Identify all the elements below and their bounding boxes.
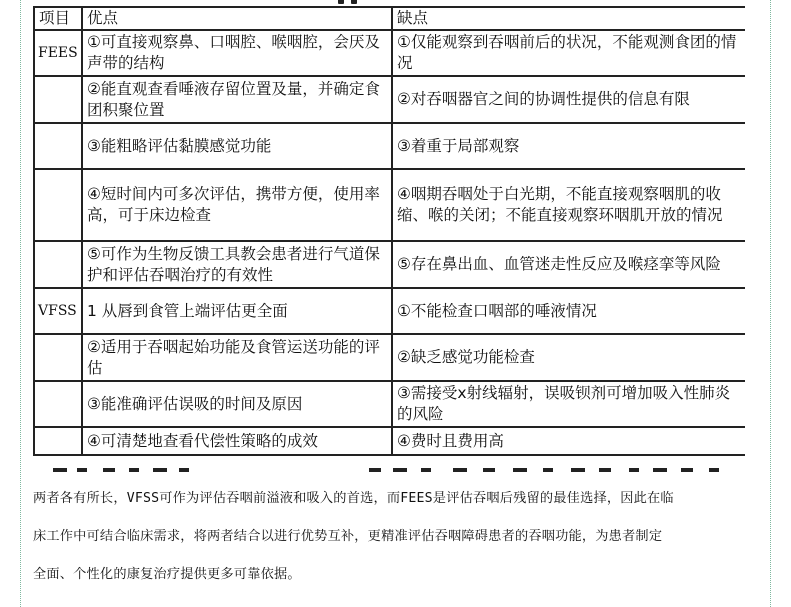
comparison-table-image xyxy=(33,6,745,472)
comparison-table xyxy=(33,6,745,456)
row-item-label xyxy=(34,381,82,427)
paragraph-line: 全面、个性化的康复治疗提供更多可靠依据。 xyxy=(33,567,301,582)
row-advantage: ⑤可作为生物反馈工具教会患者进行气道保护和评估吞咽治疗的有效性 xyxy=(82,241,392,288)
left-page-border xyxy=(20,0,22,607)
row-item-label xyxy=(34,241,82,288)
row-disadvantage: ②对吞咽器官之间的协调性提供的信息有限 xyxy=(392,76,745,123)
table-row xyxy=(34,427,745,455)
row-advantage: ②适用于吞咽起始功能及食管运送功能的评估 xyxy=(82,334,392,381)
row-item-label xyxy=(34,334,82,381)
table-row xyxy=(34,241,745,288)
table-row xyxy=(34,123,745,169)
row-item-label xyxy=(34,169,82,241)
cropped-text-below-table xyxy=(33,468,745,474)
row-disadvantage: ①仅能观察到吞咽前后的状况，不能观测食团的情况 xyxy=(392,30,745,76)
paragraph-line: 床工作中可结合临床需求，将两者结合以进行优势互补，更精准评估吞咽障碍患者的吞咽功能，为患者制定 xyxy=(33,529,663,544)
header-disadvantages: 缺点 xyxy=(392,7,745,30)
table-row xyxy=(34,288,745,334)
table-header-row xyxy=(34,7,745,30)
table-row xyxy=(34,30,745,76)
row-item-label: VFSS xyxy=(34,288,82,334)
table-row xyxy=(34,334,745,381)
row-advantage: 1 从唇到食管上端评估更全面 xyxy=(82,288,392,334)
header-advantages: 优点 xyxy=(82,7,392,30)
row-advantage: ②能直观查看唾液存留位置及量，并确定食团积聚位置 xyxy=(82,76,392,123)
row-disadvantage: ⑤存在鼻出血、血管迷走性反应及喉痉挛等风险 xyxy=(392,241,745,288)
row-disadvantage: ④费时且费用高 xyxy=(392,427,745,455)
table-row xyxy=(34,169,745,241)
table-row xyxy=(34,76,745,123)
row-disadvantage: ①不能检查口咽部的唾液情况 xyxy=(392,288,745,334)
row-advantage: ③能粗略评估黏膜感觉功能 xyxy=(82,123,392,169)
row-disadvantage: ③需接受x射线辐射，误吸钡剂可增加吸入性肺炎的风险 xyxy=(392,381,745,427)
row-advantage: ④短时间内可多次评估，携带方便，使用率高，可于床边检查 xyxy=(82,169,392,241)
right-page-border xyxy=(770,0,772,607)
row-advantage: ④可清楚地查看代偿性策略的成效 xyxy=(82,427,392,455)
row-disadvantage: ②缺乏感觉功能检查 xyxy=(392,334,745,381)
row-item-label: FEES xyxy=(34,30,82,76)
row-item-label xyxy=(34,76,82,123)
conclusion-paragraph xyxy=(33,480,753,594)
table-row xyxy=(34,381,745,427)
header-item: 项目 xyxy=(34,7,82,30)
row-advantage: ①可直接观察鼻、口咽腔、喉咽腔，会厌及声带的结构 xyxy=(82,30,392,76)
paragraph-line: 两者各有所长，VFSS可作为评估吞咽前溢液和吸入的首选，而FEES是评估吞咽后残留的最佳选择，因此在临 xyxy=(33,491,674,506)
row-disadvantage: ④咽期吞咽处于白光期，不能直接观察咽肌的收缩、喉的关闭；不能直接观察环咽肌开放的情况 xyxy=(392,169,745,241)
row-item-label xyxy=(34,123,82,169)
row-disadvantage: ③着重于局部观察 xyxy=(392,123,745,169)
row-item-label xyxy=(34,427,82,455)
row-advantage: ③能准确评估误吸的时间及原因 xyxy=(82,381,392,427)
